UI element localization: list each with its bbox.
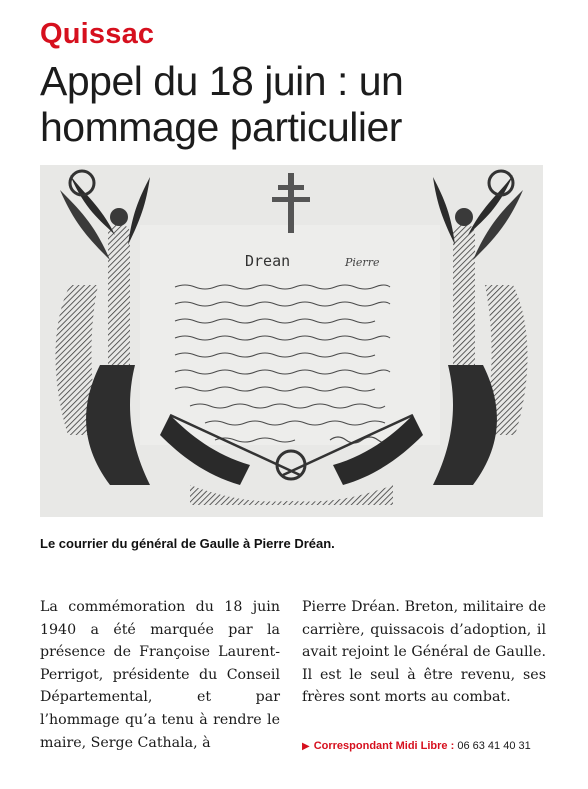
correspondent-credit — [302, 740, 531, 752]
body-column-1: La commémoration du 18 juin 1940 a été marquée par la présence de Françoise Laurent-Perrigot, présidente du Conseil Départemental, et par l’hommage qu’a tenu à rendre le maire, Serge Cathala, à — [40, 599, 280, 751]
section-kicker: Quissac — [40, 18, 155, 50]
headline-line-2: hommage particulier — [40, 104, 402, 150]
letter-name: Drean — [245, 252, 291, 270]
body-column-2: Pierre Dréan. Breton, militaire de carrière, quissacois d’adoption, il avait rejoint le Général de Gaulle. Il est le seul à être revenu, ses frères sont morts au combat. — [302, 599, 546, 706]
triangle-arrow-icon: ▶ — [302, 741, 310, 752]
headline — [40, 58, 560, 150]
letter-photo — [40, 165, 543, 517]
headline-line-1: Appel du 18 juin : un — [40, 58, 404, 104]
photo-caption: Le courrier du général de Gaulle à Pierre Dréan. — [40, 536, 335, 551]
credit-phone: 06 63 41 40 31 — [457, 740, 531, 752]
credit-label: Correspondant Midi Libre : — [313, 740, 455, 752]
letter-firstname: Pierre — [345, 256, 380, 269]
